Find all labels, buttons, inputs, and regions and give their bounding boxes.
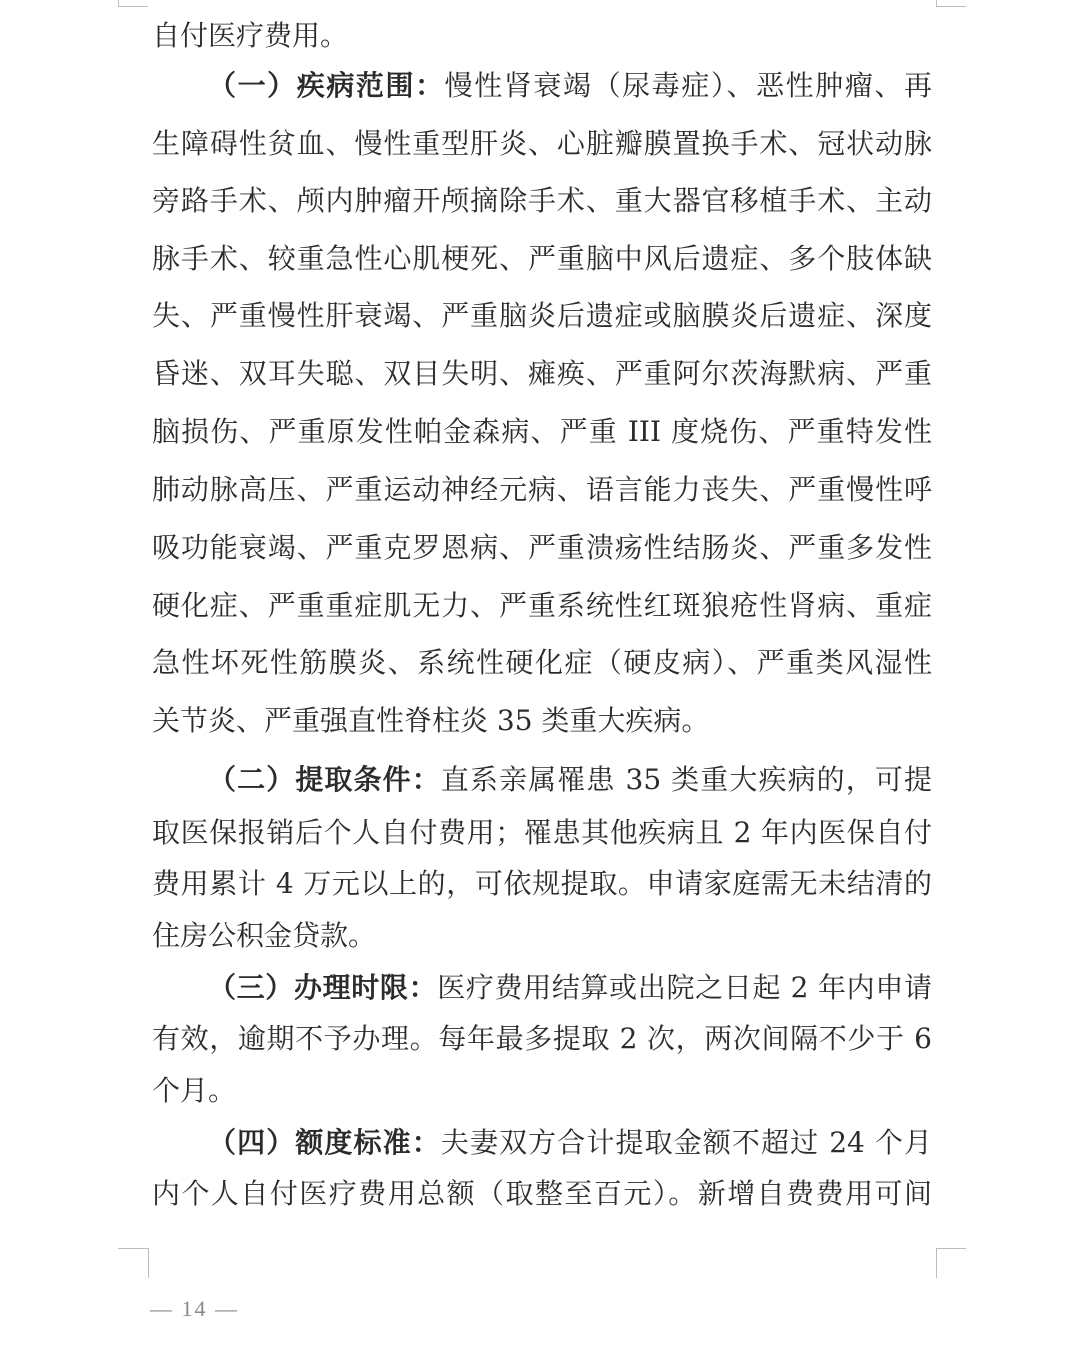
text-line: 硬化症、严重重症肌无力、严重系统性红斑狼疮性肾病、重症 [152,589,932,622]
text-line: 关节炎、严重强直性脊柱炎 35 类重大疾病。 [152,704,710,737]
text-line: 夫妻双方合计提取金额不超过 24 个月 [440,1126,932,1159]
text-line: 内个人自付医疗费用总额（取整至百元）。新增自费费用可间 [152,1177,932,1210]
text-line: 急性坏死性筋膜炎、系统性硬化症（硬皮病）、严重类风湿性 [152,646,932,679]
text-line: 脉手术、较重急性心肌梗死、严重脑中风后遗症、多个肢体缺 [152,242,932,275]
text-line: 失、严重慢性肝衰竭、严重脑炎后遗症或脑膜炎后遗症、深度 [152,299,932,332]
text-line: 住房公积金贷款。 [152,919,377,952]
section-heading-1: （一）疾病范围： [208,69,445,102]
paragraph-heading-line [208,970,932,1006]
text-line: 生障碍性贫血、慢性重型肝炎、心脏瓣膜置换手术、冠状动脉 [152,127,932,160]
text-line: 旁路手术、颅内肿瘤开颅摘除手术、重大器官移植手术、主动 [152,184,932,217]
section-heading-2: （二）提取条件： [208,763,441,796]
section-heading-3: （三）办理时限： [208,971,438,1004]
text-line: 慢性肾衰竭（尿毒症）、恶性肿瘤、再 [444,69,932,102]
text-line: 个月。 [152,1074,237,1107]
crop-mark-bottom-right-v [936,1248,937,1278]
crop-mark-top-left-h [118,6,148,7]
text-line: 医疗费用结算或出院之日起 2 年内申请 [437,971,932,1004]
text-line: 有效，逾期不予办理。每年最多提取 2 次，两次间隔不少于 6 [152,1022,932,1055]
crop-mark-bottom-left-v [148,1248,149,1278]
text-line: 自付医疗费用。 [152,19,349,52]
crop-mark-bottom-right-h [936,1248,966,1249]
text-line: 昏迷、双耳失聪、双目失明、瘫痪、严重阿尔茨海默病、严重 [152,357,932,390]
crop-mark-top-right-h [936,6,966,7]
text-line: 直系亲属罹患 35 类重大疾病的，可提 [440,763,932,796]
page-number: — 14 — [150,1296,239,1321]
text-line: 费用累计 4 万元以上的，可依规提取。申请家庭需无未结清的 [152,867,932,900]
crop-mark-bottom-left-h [118,1248,148,1249]
text-line: 取医保报销后个人自付费用；罹患其他疾病且 2 年内医保自付 [152,816,932,849]
section-heading-4: （四）额度标准： [208,1126,441,1159]
text-line: 脑损伤、严重原发性帕金森病、严重 III 度烧伤、严重特发性 [152,415,932,448]
text-line: 吸功能衰竭、严重克罗恩病、严重溃疡性结肠炎、严重多发性 [152,531,932,564]
paragraph-heading-line [208,1125,932,1161]
text-line: 肺动脉高压、严重运动神经元病、语言能力丧失、严重慢性呼 [152,473,932,506]
paragraph-heading-line [208,68,932,104]
paragraph-heading-line [208,762,932,798]
